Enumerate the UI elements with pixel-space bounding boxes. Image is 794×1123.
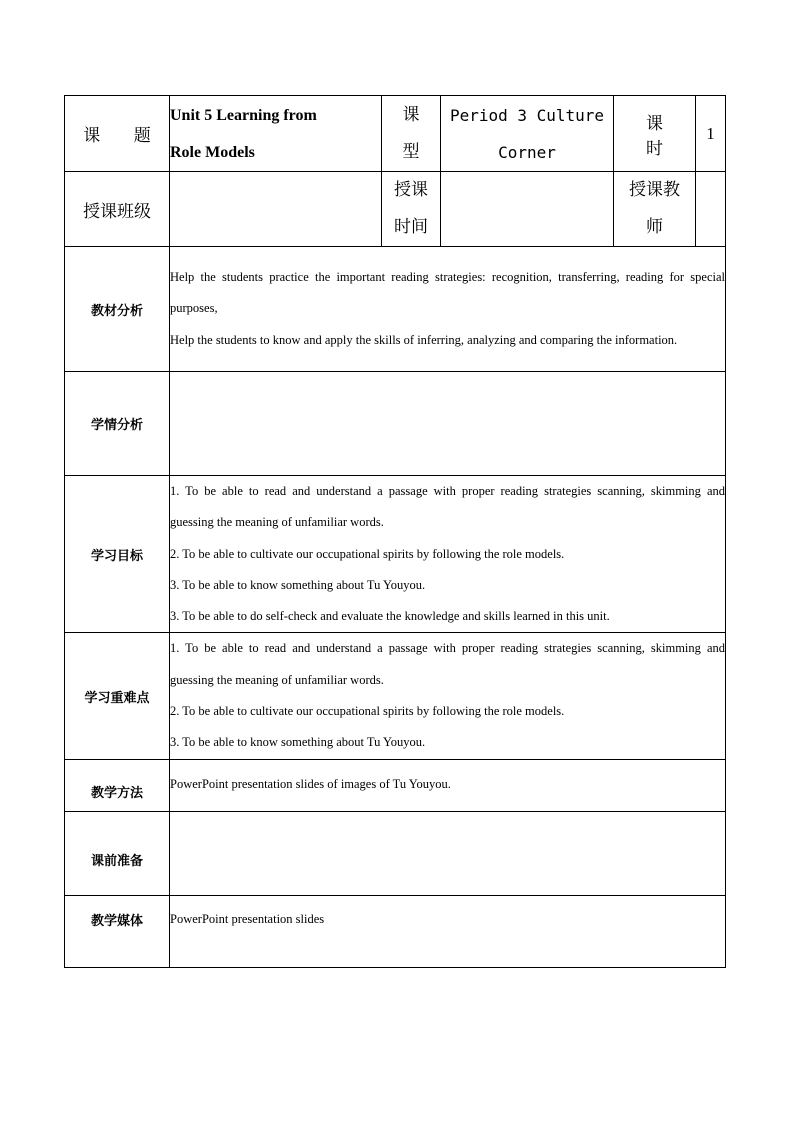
hours-label: 课 时 [614, 96, 696, 172]
material-content [170, 247, 726, 372]
methods-line-1: PowerPoint presentation slides of images of Tu Youyou. [170, 776, 451, 791]
media-content [170, 895, 726, 967]
topic-value [170, 96, 382, 172]
teacher-value [696, 172, 726, 247]
key-point-item-3: 3. To be able to know something about Tu Youyou. [170, 735, 426, 750]
time-label-line2: 时间 [394, 217, 428, 237]
key-points-content [170, 633, 726, 759]
objectives-label: 学习目标 [65, 476, 170, 633]
material-line-1: Help the students practice the important reading strategies: recognition, transferring, reading for special purposes, [170, 270, 725, 316]
type-value-line1: Period 3 Culture [449, 105, 605, 125]
key-point-item-2: 2. To be able to cultivate our occupational spirits by following the role models. [170, 704, 565, 719]
students-label: 学情分析 [65, 372, 170, 476]
hours-value: 1 [696, 96, 726, 172]
objective-item-1: 1. To be able to read and understand a passage with proper reading strategies scanning, skimming and guessing the meaning of unfamiliar words. [170, 484, 725, 530]
topic-value-line1: Unit 5 Learning from [170, 106, 317, 124]
methods-content [170, 759, 726, 811]
methods-label: 教学方法 [65, 759, 170, 811]
teacher-label-line2: 师 [646, 217, 663, 237]
objective-item-3: 3. To be able to know something about Tu Youyou. [170, 577, 426, 592]
material-label: 教材分析 [65, 247, 170, 372]
type-value [441, 96, 614, 172]
time-label-line1: 授课 [394, 180, 428, 200]
lesson-plan-table [64, 95, 726, 968]
topic-value-line2: Role Models [170, 143, 255, 161]
key-point-item-1: 1. To be able to read and understand a passage with proper reading strategies scanning, skimming and guessing the meaning of unfamiliar words. [170, 641, 725, 687]
class-value [170, 172, 382, 247]
topic-label: 课 题 [65, 96, 170, 172]
time-label [382, 172, 441, 247]
objectives-content [170, 476, 726, 633]
key-points-row [65, 633, 726, 759]
header-row-1 [65, 96, 726, 172]
teacher-label [614, 172, 696, 247]
methods-row [65, 759, 726, 811]
media-line-1: PowerPoint presentation slides [170, 911, 325, 926]
objective-item-4: 3. To be able to do self-check and evaluate the knowledge and skills learned in this unit. [170, 609, 610, 624]
class-label: 授课班级 [65, 172, 170, 247]
time-value [441, 172, 614, 247]
material-row [65, 247, 726, 372]
type-label-line2: 型 [402, 141, 420, 162]
header-row-2 [65, 172, 726, 247]
preparation-label: 课前准备 [65, 811, 170, 895]
type-label [382, 96, 441, 172]
type-value-line2: Corner [498, 142, 556, 162]
objectives-row [65, 476, 726, 633]
students-row [65, 372, 726, 476]
media-row [65, 895, 726, 967]
students-content [170, 372, 726, 476]
teacher-label-line1: 授课教 [629, 180, 680, 200]
objective-item-2: 2. To be able to cultivate our occupational spirits by following the role models. [170, 546, 565, 561]
media-label: 教学媒体 [65, 895, 170, 967]
key-points-label: 学习重难点 [65, 633, 170, 759]
material-line-2: Help the students to know and apply the skills of inferring, analyzing and comparing the information. [170, 332, 678, 347]
preparation-content [170, 811, 726, 895]
type-label-line1: 课 [402, 104, 420, 125]
preparation-row [65, 811, 726, 895]
